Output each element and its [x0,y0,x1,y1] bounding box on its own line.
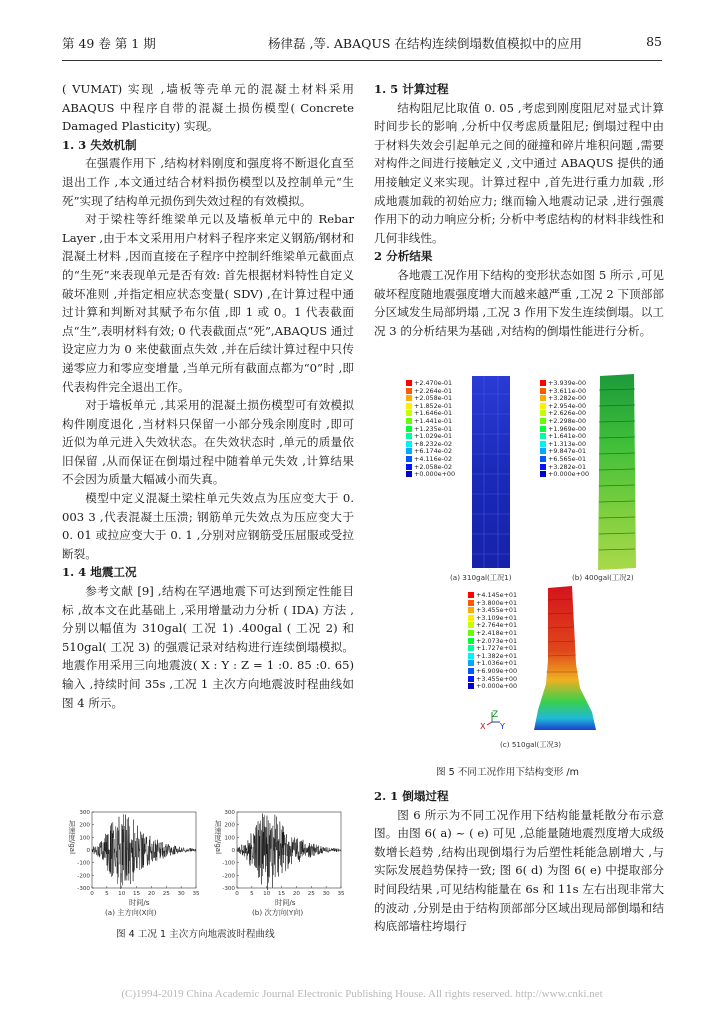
x-tick-label: 20 [292,891,300,897]
legend-label: +1.313e-00 [548,439,587,448]
y-tick-label: -100 [77,860,90,867]
legend-a [406,380,455,479]
legend-swatch [540,380,546,386]
legend-swatch [468,615,474,621]
legend-swatch [540,395,546,401]
figure-4-caption: 图 4 工况 1 主次方向地震波时程曲线 [116,929,275,940]
paragraph: 图 6 所示为不同工况作用下结构能量耗散分布示意图。由图 6( a) ~ ( e) 可见 ,总能量随地震烈度增大成级数增长趋势 ,结构出现倒塌行为后塑性耗能急剧增大 ,与实际发展趋势保持一致; 图 6( d) 为图 6( e) 中提取部分时间段结果 ,可见结构能量在 6s 和 11s 左右出现非常大的波动 ,分别是由于结构顶部部分区域出现局部倒塌和结构底部墙柱垮塌行 [374,807,664,934]
paragraph: 模型中定义混凝土梁柱单元失效点为压应变大于 0. 003 3 ,代表混凝土压溃; 钢筋单元失效点为压应变大于 0. 01 或拉应变大于 0. 1 ,分别对应钢筋受压屈服或受拉断裂。 [62,491,354,561]
x-tick-label: 5 [250,891,254,897]
legend-label: +3.455e+00 [476,674,518,683]
right-column-bottom [374,787,664,936]
x-tick-label: 20 [147,891,155,897]
legend-swatch [406,418,412,424]
legend-label: +2.418e+01 [476,628,518,637]
building-model-b [594,372,642,572]
legend-swatch [468,660,474,666]
legend-label: +3.800e+01 [476,598,518,607]
legend-swatch [468,653,474,659]
legend-label: +2.073e+01 [476,636,518,645]
legend-swatch [540,426,546,432]
legend-swatch [540,433,546,439]
legend-label: +9.847e-01 [548,447,587,456]
legend-swatch [406,426,412,432]
axis-z-label: Z [492,710,499,720]
legend-swatch [540,441,546,447]
seismic-waveform-plots [62,808,354,943]
subcaption-b: (b) 次方向(Y向) [252,908,304,917]
x-tick-label: 35 [192,891,200,897]
y-tick-label: -300 [77,886,90,892]
y-tick-label: -300 [222,886,235,892]
legend-swatch [406,403,412,409]
legend-swatch [468,638,474,644]
x-axis-label-b: 时间/s [275,898,296,907]
legend-label: +3.282e-00 [548,394,587,403]
legend-label: +3.455e+01 [476,606,518,615]
building-model-a [470,374,514,570]
y-axis-label-a: 加速度/gal [68,820,76,855]
section-heading-1-3: 1. 3 失效机制 [62,137,137,152]
waveform-trace [92,814,196,889]
legend-swatch [540,464,546,470]
legend-swatch [468,683,474,689]
subcaption-5b: (b) 400gal(工况2) [572,573,634,582]
legend-swatch [540,418,546,424]
legend-entry [540,471,589,479]
legend-label: +1.646e-01 [414,409,453,418]
y-tick-label: 100 [224,835,235,842]
paragraph: 在强震作用下 ,结构材料刚度和强度将不断退化直至退出工作 ,本文通过结合材料损伤模型以及控制单元“生死”实现了结构单元损伤到失效过程的有效模拟。 [62,156,354,208]
legend-label: +2.058e-01 [414,394,453,403]
paragraph: 参考文献 [9] ,结构在罕遇地震下可达到预定性能目标 ,故本文在此基础上 ,采用增量动力分析 ( IDA) 方法 ,分别以幅值为 310gal( 工况 1) .400gal ( 工况 2) 和 510gal( 工况 3) 的强震记录对结构进行连续倒塌模拟。地震作用采用三向地震波( X : Y : Z = 1 :0. 85 :0. 65) 输入 ,持续时间 35s ,工况 1 主次方向地震波时程曲线如图 4 所示。 [62,584,354,710]
running-header [62,34,662,56]
legend-label: +3.939e-00 [548,379,587,387]
x-tick-label: 30 [177,891,185,897]
issue-label: 第 49 卷 第 1 期 [62,36,156,51]
section-heading-1-5: 1. 5 计算过程 [374,82,449,96]
legend-swatch [406,441,412,447]
legend-label: +3.282e-01 [548,462,587,471]
subcaption-5a: (a) 310gal(工况1) [450,573,512,582]
x-tick-label: 10 [118,891,126,897]
x-tick-label: 30 [322,891,330,897]
legend-swatch [468,630,474,636]
legend-swatch [406,380,412,386]
legend-label: +3.611e-00 [548,386,587,395]
y-axis-label-b: 加速度/gal [214,820,222,855]
paragraph: 对于墙板单元 ,其采用的混凝土损伤模型可有效模拟构件刚度退化 ,当材料只保留一小部分残余刚度时 ,即可近似为单元进入失效状态。在失效状态时 ,单元的质量依旧保留 ,从而保证在倒塌过程中随着单元失效 ,计算结果不会因为质量大幅减小而失真。 [62,398,354,487]
y-tick-label: 0 [86,848,90,854]
y-tick-label: 100 [79,835,90,842]
legend-label: +1.727e+01 [476,644,518,653]
legend-swatch [468,676,474,682]
legend-label: +1.441e-01 [414,416,453,425]
legend-swatch [540,403,546,409]
legend-label: +2.470e-01 [414,379,453,387]
legend-label: +2.298e-00 [548,416,587,425]
section-heading-1-4: 1. 4 地震工况 [62,565,137,580]
legend-label: +4.116e-02 [414,454,453,463]
legend-label: +1.852e-01 [414,401,453,410]
legend-label: +0.000e+00 [476,682,518,691]
legend-swatch [540,471,546,477]
subcaption-5c: (c) 510gal(工况3) [500,740,562,749]
figure-4 [62,808,354,943]
axis-triad-icon [484,710,504,726]
legend-label: +1.235e-01 [414,424,453,433]
legend-swatch [468,607,474,613]
paragraph: 结构阻尼比取值 0. 05 ,考虑到刚度阻尼对显式计算时间步长的影响 ,分析中仅考虑质量阻尼; 倒塌过程中由于材料失效会引起单元之间的碰撞和碎片堆积问题 ,需要对构件之间进行接触定义 ,文中通过 ABAQUS 提供的通用接触定义来实现。计算过程中 ,首先进行重力加载 ,形成地震加载的初始应力; 继而输入地震动记录 ,进行强震作用下的动力响应分析; 分析中考虑结构的材料非线性和几何非线性。 [374,100,664,245]
copyright-footer: (C)1994-2019 China Academic Journal Electronic Publishing House. All rights reserved. http://www.cnki.net [121,988,603,1000]
x-tick-label: 15 [133,891,141,897]
y-tick-label: 300 [224,810,235,816]
legend-swatch [468,600,474,606]
legend-swatch [406,456,412,462]
x-tick-label: 25 [162,891,170,897]
page-number: 85 [646,34,662,49]
left-column [62,80,354,712]
legend-swatch [540,448,546,454]
figure-5-caption: 图 5 不同工况作用下结构变形 /m [436,767,579,778]
legend-label: +3.109e+01 [476,613,518,622]
legend-label: +6.174e-02 [414,447,453,456]
y-tick-label: 0 [231,848,235,854]
x-tick-label: 5 [105,891,109,897]
x-tick-label: 10 [263,891,271,897]
legend-entry [406,471,455,479]
legend-swatch [406,433,412,439]
legend-c [468,592,517,691]
paragraph: ( VUMAT) 实现 ,墙板等壳单元的混凝土材料采用 ABAQUS 中程序自带的混凝土损伤模型( Concrete Damaged Plasticity) 实现。 [62,82,354,134]
building-model-c [526,584,602,734]
legend-swatch [540,456,546,462]
legend-swatch [406,395,412,401]
legend-swatch [468,668,474,674]
article-title-header: 杨律磊 ,等. ABAQUS 在结构连续倒塌数值模拟中的应用 [268,36,582,51]
legend-label: +6.909e+00 [476,666,518,675]
legend-swatch [406,448,412,454]
legend-label: +4.145e+01 [476,591,518,599]
legend-swatch [406,464,412,470]
section-heading-2-1: 2. 1 倒塌过程 [374,789,449,803]
legend-swatch [540,388,546,394]
legend-b [540,380,589,479]
legend-label: +2.626e-00 [548,409,587,418]
x-tick-label: 0 [90,891,94,897]
header-rule [62,60,662,61]
legend-swatch [406,471,412,477]
waveform-trace [237,813,341,890]
legend-label: +1.969e-00 [548,424,587,433]
x-tick-label: 25 [307,891,315,897]
y-tick-label: 200 [79,822,90,829]
section-heading-2: 2 分析结果 [374,249,433,264]
legend-label: +8.232e-02 [414,439,453,448]
y-tick-label: -200 [77,873,90,880]
figure-5 [374,370,664,778]
legend-label: +2.764e+01 [476,621,518,630]
legend-entry [468,683,517,691]
paragraph: 对于梁柱等纤维梁单元以及墙板单元中的 Rebar Layer ,由于本文采用用户材料子程序来定义钢筋/钢材和混凝土材料 ,因而直接在子程序中控制纤维梁单元截面点的“生死”来表现单元是否有效: 首先根据材料特性自定义破坏准则 ,并指定相应状态变量( SDV) ,在计算过程中通过计算和判断对其赋予布尔值 ,即 1 或 0。1 代表截面点“生”,表明材料有效; 0 代表截面点“死”,ABAQUS 通过设定应力为 0 来使截面点失效 ,并在后续计算过程中只传递零应力和零应变增量 ,当单元所有截面点都为“0”时 ,即代表构件完全退出工作。 [62,212,354,394]
legend-swatch [406,410,412,416]
legend-label: +2.058e-02 [414,462,453,471]
legend-label: +6.565e-01 [548,454,587,463]
y-tick-label: 300 [79,810,90,816]
x-axis-label-a: 时间/s [129,898,150,907]
x-tick-label: 35 [337,891,345,897]
legend-label: +0.000e+00 [414,470,456,479]
legend-label: +0.000e+00 [548,470,590,479]
legend-label: +2.264e-01 [414,386,453,395]
legend-swatch [406,388,412,394]
legend-label: +2.954e-00 [548,401,587,410]
legend-label: +1.641e-00 [548,432,587,441]
axis-y-label: Y [500,722,505,731]
x-tick-label: 0 [235,891,239,897]
x-tick-label: 15 [278,891,286,897]
y-tick-label: -200 [222,873,235,880]
legend-swatch [540,410,546,416]
legend-swatch [468,622,474,628]
axis-x-label: X [480,722,486,731]
right-column-top [374,80,664,340]
legend-swatch [468,645,474,651]
legend-label: +1.029e-01 [414,432,453,441]
legend-label: +1.382e+01 [476,651,518,660]
legend-swatch [468,592,474,598]
y-tick-label: 200 [224,822,235,829]
subcaption-a: (a) 主方向(X向) [105,908,157,917]
legend-label: +1.036e+01 [476,659,518,668]
y-tick-label: -100 [222,860,235,867]
paragraph: 各地震工况作用下结构的变形状态如图 5 所示 ,可见破坏程度随地震强度增大而越来越严重 ,工况 2 下顶部部分区域发生局部坍塌 ,工况 3 作用下发生连续倒塌。以工况 3 的分析结果为基础 ,对结构的倒塌性能进行分析。 [374,267,664,338]
